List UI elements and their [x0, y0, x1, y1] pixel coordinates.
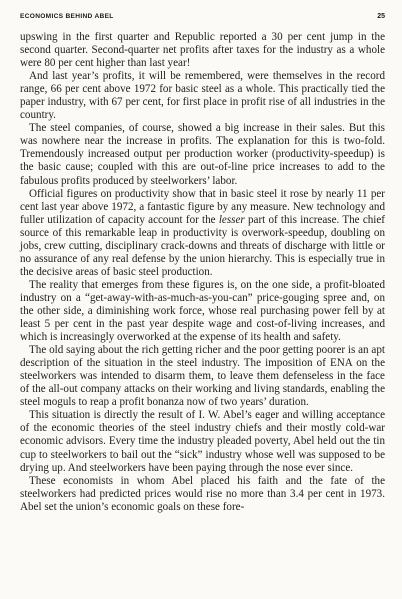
- paragraph-4: [20, 188, 385, 279]
- paragraph-4-part-2: part of this increase. The chief source of this remarkable leap in productivity is overwork-speedup, doubling on jobs, crew cutting, disciplinary crack-downs and threats of discharge with little or no assurance of any real defense by the union hierarchy. This is especially true in the decisive areas of basic steel production.: [20, 213, 385, 278]
- emphasis-lesser: lesser: [218, 213, 245, 226]
- paragraph-2: And last year’s profits, it will be remembered, were themselves in the record range, 66 per cent above 1972 for basic steel as a whole. This practically tied the paper industry, with 67 per cent, for first place in profit rise of all industries in the country.: [20, 70, 385, 122]
- paragraph-6: The old saying about the rich getting richer and the poor getting poorer is an apt description of the situation in the steel industry. The imposition of ENA on the steelworkers was intended to disarm them, to leave them defenseless in the face of the all-out company attacks on their working and living standards, enabling the steel moguls to reap a profit bonanza now of two years’ duration.: [20, 344, 385, 409]
- running-title: ECONOMICS BEHIND ABEL: [20, 13, 114, 20]
- paragraph-7: This situation is directly the result of I. W. Abel’s eager and willing acceptance of the economic theories of the steel industry chiefs and their mostly cold-war economic advisors. Every time the industry pleaded poverty, Abel held out the tin cup to steelworkers to bail out the “sick” industry whose well was supposed to be drying up. And steelworkers have been paying through the nose ever since.: [20, 409, 385, 474]
- paragraph-4-part-1: Official figures on productivity show that in basic steel it rose by nearly 11 per cent last year above 1972, a fantastic figure by any measure. New technology and fuller utilization of capacity account for the: [20, 187, 385, 226]
- page-number: 25: [377, 13, 385, 20]
- book-page: [20, 13, 385, 514]
- paragraph-5: The reality that emerges from these figures is, on the one side, a profit-bloated industry on a “get-away-with-as-much-as-you-can” price-gouging spree and, on the other side, a diminishing work force, whose real purchasing power fell by at least 5 per cent in the past year despite wage and cost-of-living increases, and which is increasingly overworked at the expense of its health and safety.: [20, 278, 385, 344]
- page-header: [20, 13, 385, 31]
- paragraph-8: These economists in whom Abel placed his faith and the fate of the steelworkers had predicted prices would rise no more than 3.4 per cent in 1973. Abel set the union’s economic goals on these fore-: [20, 474, 385, 513]
- paragraph-1: upswing in the first quarter and Republic reported a 30 per cent jump in the second quarter. Second-quarter net profits after taxes for the industry as a whole were 80 per cent higher than last year!: [20, 31, 385, 70]
- body-text: [20, 31, 385, 514]
- paragraph-3: The steel companies, of course, showed a big increase in their sales. But this was nowhere near the increase in profits. The explanation for this is two-fold. Tremendously increased output per production worker (productivity-speedup) is the basic cause; coupled with this are out-of-line price increases to add to the fabulous profits produced by steelworkers’ labor.: [20, 122, 385, 187]
